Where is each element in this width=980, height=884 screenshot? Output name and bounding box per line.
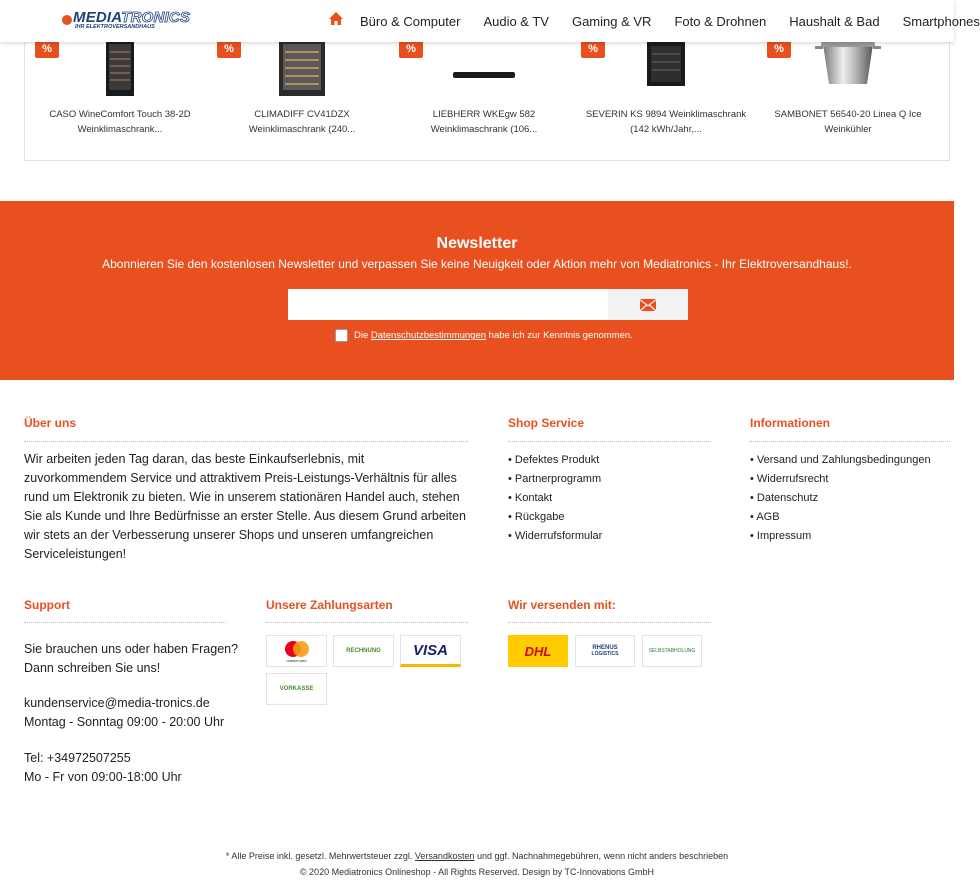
shop-service-title: Shop Service <box>508 416 585 430</box>
privacy-policy-link[interactable]: Datenschutzbestimmungen <box>370 330 487 341</box>
envelope-icon <box>640 299 656 311</box>
rhenus-logo: RHENUS LOGISTICS <box>575 635 635 667</box>
support-email-hours: Montag - Sonntag 09:00 - 20:00 Uhr <box>24 715 225 729</box>
support-title: Support <box>24 598 70 612</box>
shop-service-divider <box>508 441 711 442</box>
logo-dot-icon <box>62 15 72 25</box>
product-image[interactable] <box>815 40 881 96</box>
about-title: Über uns <box>24 416 77 430</box>
discount-badge: % <box>767 41 791 58</box>
product-title[interactable]: SAMBONET 56540-20 Linea Q Ice Weinkühler <box>774 109 922 135</box>
nav-item-buero-computer[interactable]: Büro & Computer <box>360 13 461 29</box>
vorkasse-logo: VORKASSE <box>266 673 327 705</box>
link-agb[interactable]: • AGB <box>750 508 931 527</box>
discount-badge: % <box>399 41 423 58</box>
product-image[interactable] <box>105 40 135 96</box>
legal-footer <box>0 848 954 880</box>
link-rueckgabe[interactable]: • Rückgabe <box>508 508 602 527</box>
discount-badge: % <box>217 41 241 58</box>
mediatronics-logo[interactable]: MEDIATRONICS IHR ELEKTROVERSANDHAUS <box>62 10 172 32</box>
support-question: Sie brauchen uns oder haben Fragen? <box>24 642 239 656</box>
product-title[interactable]: CLIMADIFF CV41DZX Weinklimaschrank (240... <box>248 109 356 135</box>
link-widerrufsformular[interactable]: • Widerrufsformular <box>508 527 602 546</box>
informationen-divider <box>750 441 950 442</box>
about-text: Wir arbeiten jeden Tag daran, das beste Einkaufserlebnis, mit zuvorkommendem Service und attraktivem Preis-Leistungs-Verhältnis für alles rund um Elektronik zu bieten. Wie in unserem stationären Handel auch, stehen Sie als Kunde und Ihre Bedürfnisse an erster Stelle. Aus diesem Grund arbeiten wir stets an der Verbesserung unserer Shops und unseren umfangreichen Serviceleistungen! <box>24 452 466 561</box>
rechnung-logo: RECHNUNG <box>333 635 394 667</box>
link-partnerprogramm[interactable]: • Partnerprogramm <box>508 470 602 489</box>
privacy-consent-label: Die Datenschutzbestimmungen habe ich zur Kenntnis genommen. <box>354 330 633 341</box>
discount-badge: % <box>581 41 605 58</box>
privacy-consent-checkbox[interactable] <box>335 329 348 342</box>
support-phone-hours: Mo - Fr von 09:00-18:00 Uhr <box>24 770 182 784</box>
nav-item-audio-tv[interactable]: Audio & TV <box>483 13 549 29</box>
shop-service-links <box>508 451 602 546</box>
support-divider <box>24 622 226 623</box>
home-icon[interactable] <box>328 11 344 27</box>
shipping-costs-link[interactable]: Versandkosten <box>414 851 475 861</box>
nav-item-foto-drohnen[interactable]: Foto & Drohnen <box>674 13 767 29</box>
informationen-title: Informationen <box>750 416 830 430</box>
newsletter-section <box>0 201 954 380</box>
product-image[interactable] <box>449 40 519 96</box>
mastercard-icon <box>282 640 312 658</box>
price-disclaimer: * Alle Preise inkl. gesetzl. Mehrwertsteuer zzgl. Versandkosten und ggf. Nachnahmegebühren, wenn nicht anders beschrieben <box>225 851 729 861</box>
support-write-us: Dann schreiben Sie uns! <box>24 661 161 675</box>
payment-divider <box>266 622 468 623</box>
newsletter-subtitle: Abonnieren Sie den kostenlosen Newsletter und verpassen Sie keine Neuigkeit oder Aktion mehr von Mediatronics - Ihr Elektroversandhaus!. <box>102 257 852 271</box>
discount-badge: % <box>35 41 59 58</box>
shipping-divider <box>508 622 711 623</box>
product-title[interactable]: CASO WineComfort Touch 38-2D Weinklimaschrank... <box>49 109 191 135</box>
newsletter-email-input[interactable] <box>288 289 608 320</box>
product-image[interactable] <box>645 40 687 96</box>
selbstabholung-logo: SELBSTABHOLUNG <box>642 635 702 667</box>
about-divider <box>24 441 468 442</box>
link-impressum[interactable]: • Impressum <box>750 527 931 546</box>
newsletter-title: Newsletter <box>436 235 518 252</box>
payment-title: Unsere Zahlungsarten <box>266 598 393 612</box>
nav-item-smartphones[interactable]: Smartphones <box>902 13 980 29</box>
informationen-links <box>750 451 931 546</box>
link-widerrufsrecht[interactable]: • Widerrufsrecht <box>750 470 931 489</box>
site-header <box>0 0 980 42</box>
nav-item-haushalt-bad[interactable]: Haushalt & Bad <box>789 13 880 29</box>
product-title[interactable]: LIEBHERR WKEgw 582 Weinklimaschrank (106... <box>430 109 538 135</box>
link-kontakt[interactable]: • Kontakt <box>508 489 602 508</box>
copyright: © 2020 Mediatronics Onlineshop - All Rights Reserved. Design by TC-Innovations GmbH <box>299 867 655 877</box>
product-image[interactable] <box>277 40 327 96</box>
visa-logo: VISA <box>400 635 461 667</box>
nav-item-gaming-vr[interactable]: Gaming & VR <box>571 13 652 29</box>
link-defektes-produkt[interactable]: • Defektes Produkt <box>508 451 602 470</box>
newsletter-submit-button[interactable] <box>608 289 688 320</box>
main-navigation <box>328 0 980 42</box>
support-phone[interactable]: Tel: +34972507255 <box>24 751 131 765</box>
mastercard-logo: mastercard <box>266 635 327 667</box>
link-datenschutz[interactable]: • Datenschutz <box>750 489 931 508</box>
shipping-title: Wir versenden mit: <box>508 598 616 612</box>
product-title[interactable]: SEVERIN KS 9894 Weinklimaschrank (142 kWh/Jahr,... <box>585 109 747 135</box>
dhl-logo: DHL <box>508 635 568 667</box>
link-versand-zahlung[interactable]: • Versand und Zahlungsbedingungen <box>750 451 931 470</box>
support-email[interactable]: kundenservice@media-tronics.de <box>24 696 210 710</box>
